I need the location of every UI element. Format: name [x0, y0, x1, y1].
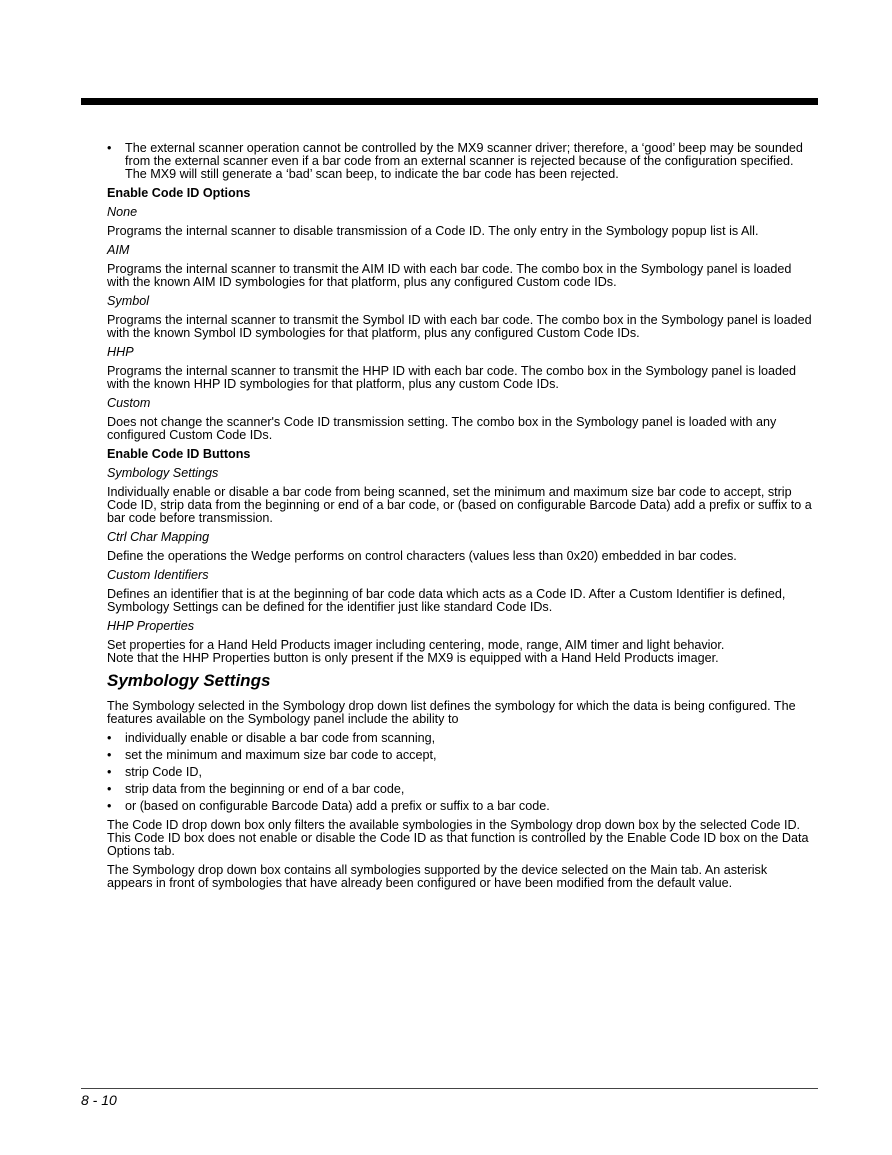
button-symbology-settings-desc: Individually enable or disable a bar code from being scanned, set the minimum and maximum size bar code to accept, strip Code ID, strip data from the beginning or end of a bar code, or (based on configurable Barcode Data) add a prefix or suffix to a bar code before transmission.	[107, 485, 812, 525]
list-item-text: strip data from the beginning or end of a bar code,	[125, 782, 405, 796]
list-item	[107, 732, 815, 745]
bullet-icon: •	[107, 748, 112, 762]
symbology-intro: The Symbology selected in the Symbology drop down list defines the symbology for which the data is being configured. The features available on the Symbology panel include the ability to	[107, 699, 796, 726]
list-item-text: set the minimum and maximum size bar code to accept,	[125, 748, 437, 762]
page-content	[107, 142, 815, 896]
bullet-icon: •	[107, 731, 112, 745]
option-hhp-title: HHP	[107, 345, 134, 359]
option-aim-title: AIM	[107, 243, 130, 257]
section-title: Symbology Settings	[107, 671, 271, 690]
option-none-title: None	[107, 205, 138, 219]
options-heading: Enable Code ID Options	[107, 186, 251, 200]
feature-list	[107, 732, 815, 813]
button-custom-identifiers-title: Custom Identifiers	[107, 568, 209, 582]
option-aim-desc: Programs the internal scanner to transmit the AIM ID with each bar code. The combo box in the Symbology panel is loaded with the known AIM ID symbologies for that platform, plus any configured Custom code IDs.	[107, 262, 792, 289]
option-none-desc: Programs the internal scanner to disable transmission of a Code ID. The only entry in the Symbology popup list is All.	[107, 224, 759, 238]
button-ctrl-char-mapping-title: Ctrl Char Mapping	[107, 530, 210, 544]
option-hhp-desc: Programs the internal scanner to transmit the HHP ID with each bar code. The combo box in the Symbology panel is loaded with the known HHP ID symbologies for that platform, plus any custom Code IDs.	[107, 364, 797, 391]
button-custom-identifiers-desc: Defines an identifier that is at the beginning of bar code data which acts as a Code ID. After a Custom Identifier is defined, Symbology Settings can be defined for the identifier just like standard Code IDs.	[107, 587, 786, 614]
code-id-paragraph: The Code ID drop down box only filters the available symbologies in the Symbology drop down box by the selected Code ID. This Code ID box does not enable or disable the Code ID as that function is controlled by the Enable Code ID box on the Data Options tab.	[107, 818, 809, 858]
button-hhp-properties-title: HHP Properties	[107, 619, 195, 633]
list-item	[107, 783, 815, 796]
intro-bullet-text: The external scanner operation cannot be controlled by the MX9 scanner driver; therefore, a ‘good’ beep may be sounded from the external scanner even if a bar code from an external scanner is rejected because of the configuration specified. The MX9 will still generate a ‘bad’ scan beep, to indicate the bar code has been rejected.	[125, 141, 803, 181]
list-item	[107, 749, 815, 762]
button-ctrl-char-mapping-desc: Define the operations the Wedge performs on control characters (values less than 0x20) embedded in bar codes.	[107, 549, 737, 563]
list-item-text: strip Code ID,	[125, 765, 202, 779]
header-rule	[81, 98, 818, 105]
option-custom-desc: Does not change the scanner's Code ID transmission setting. The combo box in the Symbology panel is loaded with any configured Custom Code IDs.	[107, 415, 777, 442]
option-symbol-title: Symbol	[107, 294, 149, 308]
buttons-heading: Enable Code ID Buttons	[107, 447, 251, 461]
dropdown-paragraph: The Symbology drop down box contains all symbologies supported by the device selected on the Main tab. An asterisk appears in front of symbologies that have already been configured or have been modified from the default value.	[107, 863, 768, 890]
hhp-properties-note: Note that the HHP Properties button is only present if the MX9 is equipped with a Hand Held Products imager.	[107, 651, 719, 665]
intro-bullet	[107, 142, 815, 181]
option-custom-title: Custom	[107, 396, 151, 410]
bullet-icon: •	[107, 765, 112, 779]
button-symbology-settings-title: Symbology Settings	[107, 466, 219, 480]
list-item-text: individually enable or disable a bar code from scanning,	[125, 731, 436, 745]
bullet-icon: •	[107, 782, 112, 796]
button-hhp-properties-desc	[107, 639, 815, 665]
page-number: 8 - 10	[81, 1092, 117, 1108]
list-item	[107, 766, 815, 779]
footer-rule	[81, 1088, 818, 1089]
option-symbol-desc: Programs the internal scanner to transmit the Symbol ID with each bar code. The combo box in the Symbology panel is loaded with the known Symbol ID symbologies for that platform, plus any configured Custom Code IDs.	[107, 313, 812, 340]
bullet-icon: •	[107, 799, 112, 813]
bullet-icon: •	[107, 141, 112, 155]
list-item	[107, 800, 815, 813]
list-item-text: or (based on configurable Barcode Data) add a prefix or suffix to a bar code.	[125, 799, 550, 813]
hhp-properties-desc-line: Set properties for a Hand Held Products imager including centering, mode, range, AIM timer and light behavior.	[107, 638, 725, 652]
